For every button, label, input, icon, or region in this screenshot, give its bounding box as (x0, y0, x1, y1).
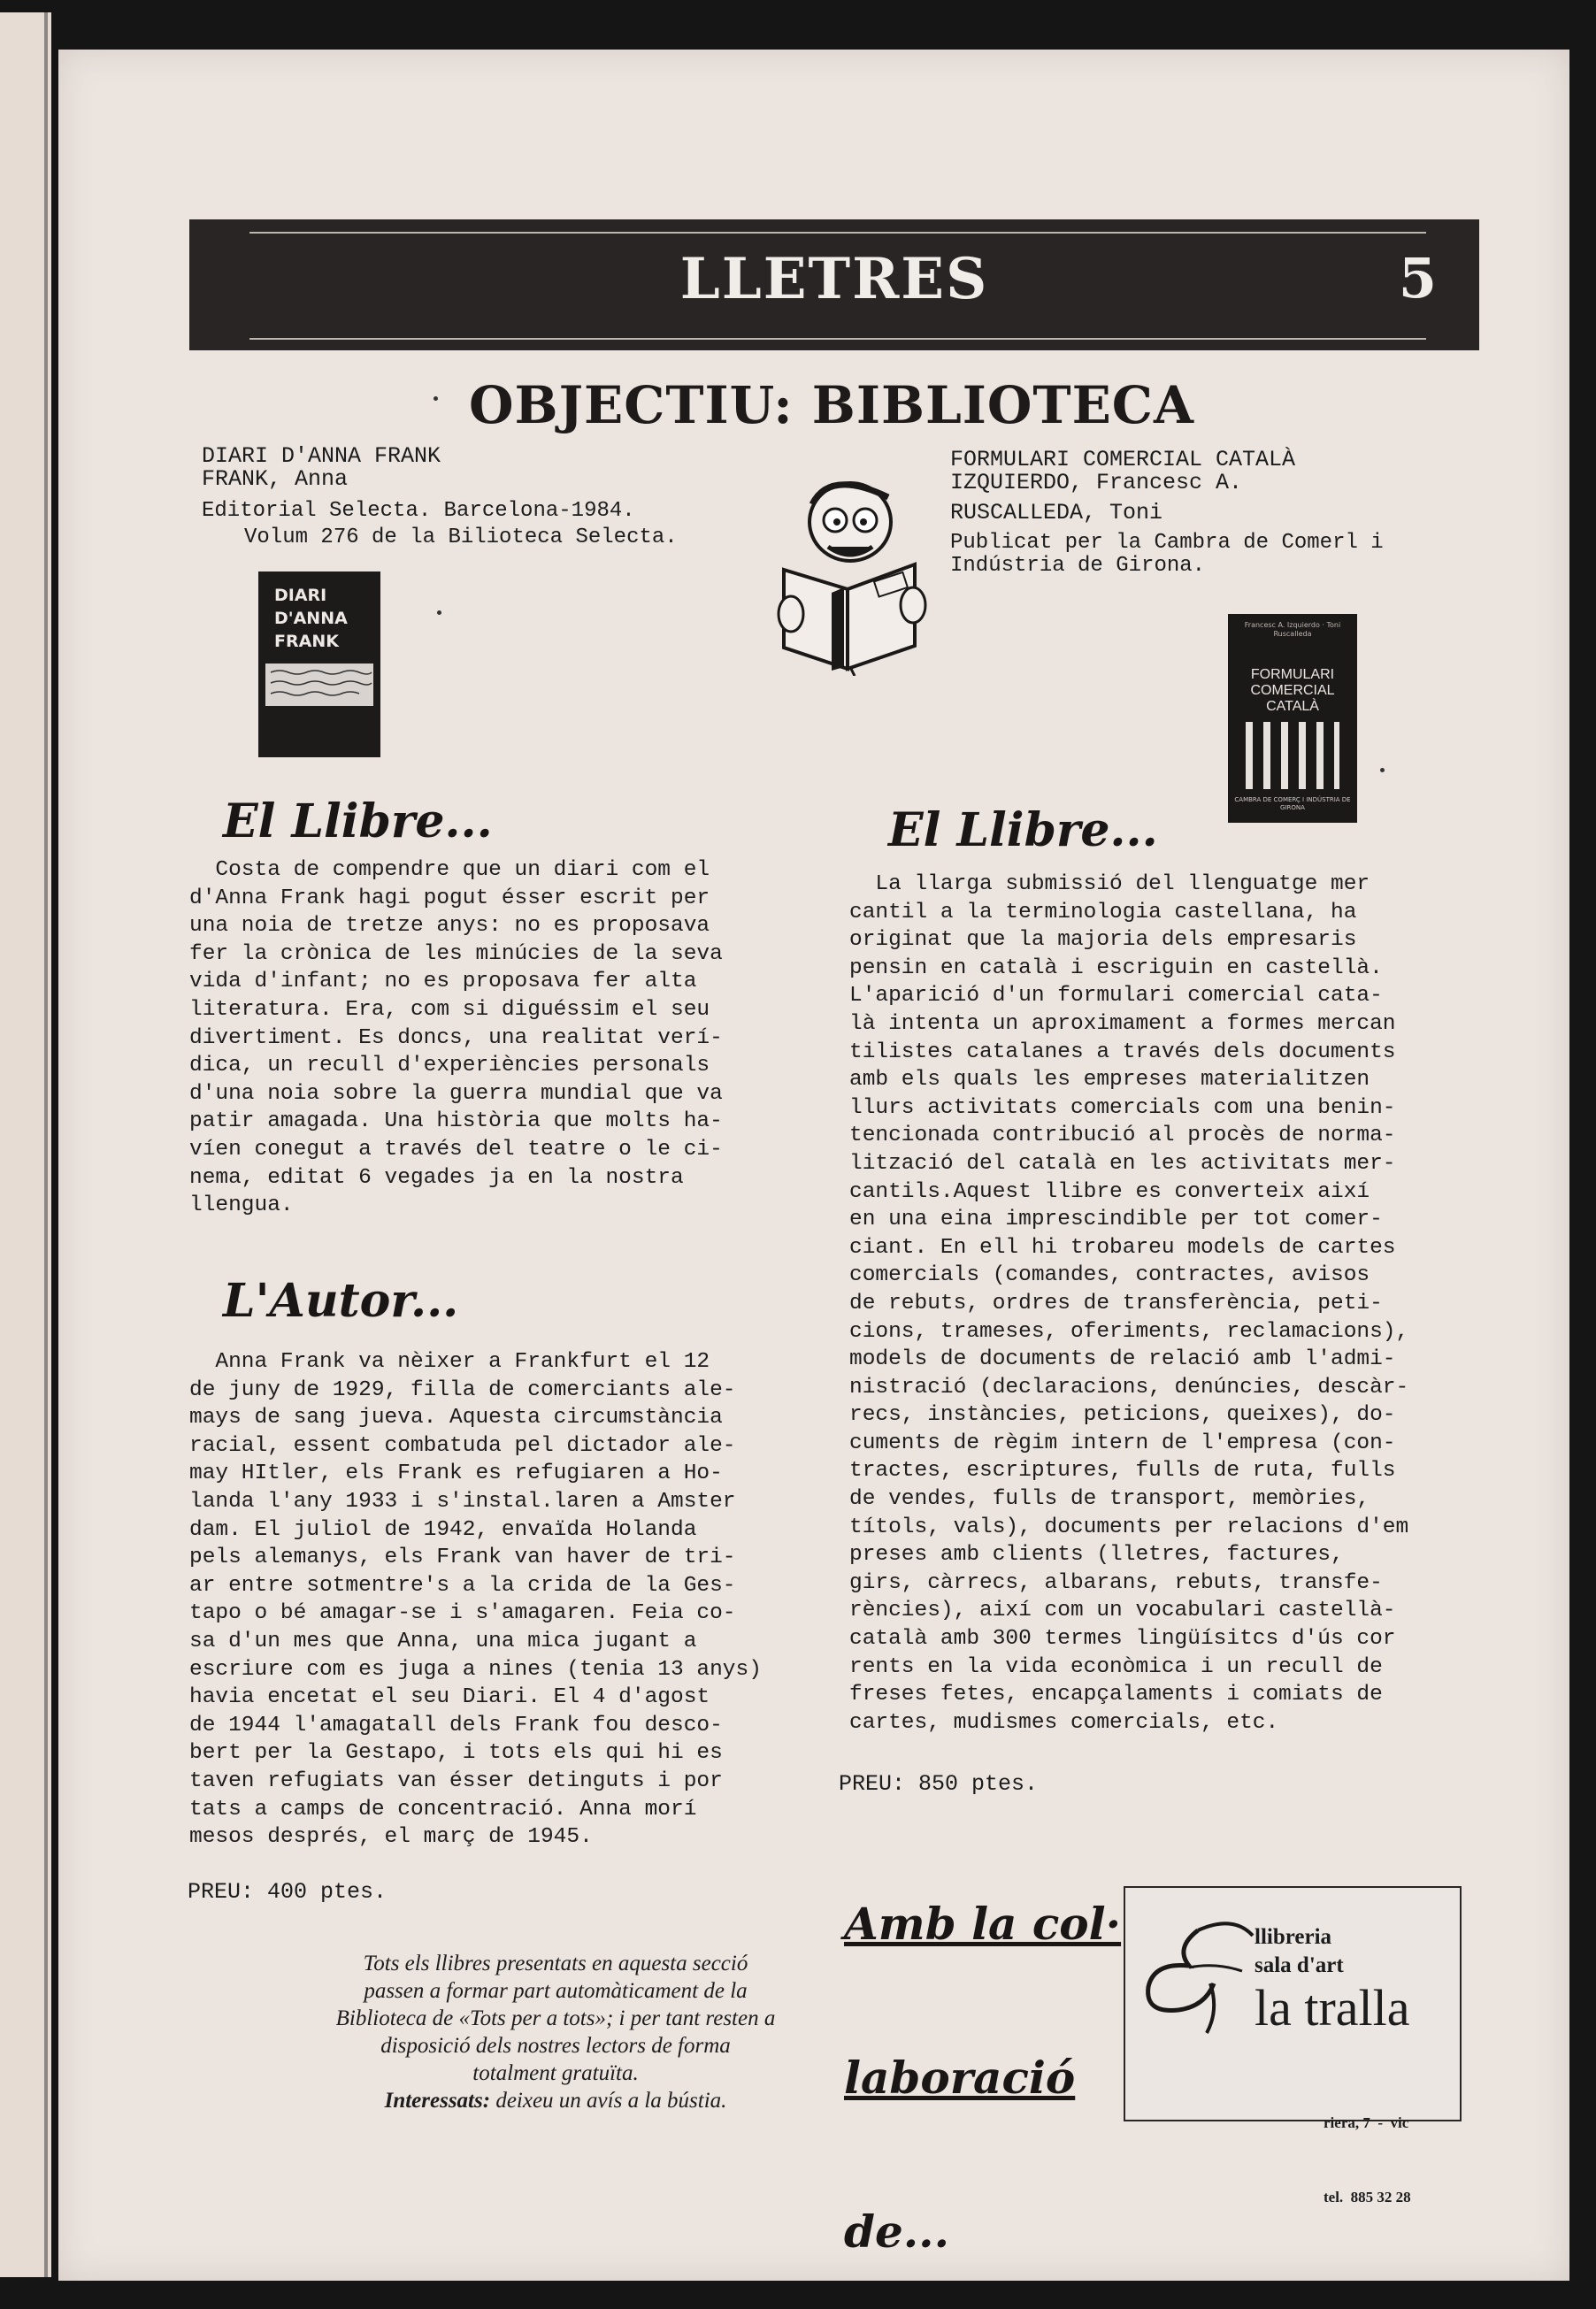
book1-price: PREU: 400 ptes. (188, 1879, 387, 1905)
page-fold (44, 12, 48, 2277)
book2-cover-authors: Francesc A. Izquierdo · Toni Ruscalleda (1244, 621, 1341, 638)
book1-cover-title (274, 584, 348, 653)
book2-cover-title (1228, 667, 1357, 715)
print-speck (434, 396, 438, 401)
print-speck (1380, 768, 1385, 772)
note-line: totalment gratuïta. (472, 2061, 639, 2085)
book1-volume: Volum 276 de la Bilioteca Selecta. (244, 525, 678, 549)
note-line: Biblioteca de «Tots per a tots»; i per tant resten a (335, 2006, 776, 2030)
book2-author2: RUSCALLEDA, Toni (950, 500, 1163, 525)
book2-title: FORMULARI COMERCIAL CATALÀ (950, 447, 1296, 472)
book1-cover (258, 571, 380, 757)
library-note (281, 1950, 830, 2114)
cover-line: FORMULARI (1250, 667, 1335, 682)
cover-line: D'ANNA (274, 609, 348, 628)
ad-line: sala d'art (1255, 1953, 1344, 1977)
book2-price: PREU: 850 ptes. (839, 1771, 1039, 1797)
book1-title: DIARI D'ANNA FRANK (202, 443, 441, 469)
section-title: OBJECTIU: BIBLIOTECA (469, 375, 1194, 435)
collab-line: Amb la col· (844, 1898, 1122, 1950)
ad-shop-name: la tralla (1255, 1979, 1410, 2037)
book1-cover-handwriting (265, 664, 373, 706)
book2-cover (1228, 614, 1357, 823)
book1-heading-book: El Llibre... (223, 794, 493, 848)
note-line (281, 2087, 830, 2114)
cover-line: CATALÀ (1266, 699, 1319, 714)
note-bold-lead: Interessats: (384, 2089, 491, 2113)
ad-contact (1324, 2061, 1411, 2259)
book2-heading-book: El Llibre... (888, 803, 1158, 857)
book1-text-author: Anna Frank va nèixer a Frankfurt el 12 de juny de 1929, filla de comerciants ale- mays de sang jueva. Aquesta circumstància racial, essent combatuda pel dictador ale- may HItler, els Frank es refugiaren a Ho- landa l'any 1933 i s'instal.laren a Amster dam. El juliol de 1942, envaïda Holanda pels alemanys, els Frank van haver de tri- ar entre sotmentre's a la crida de la Ges- tapo o bé amagar-se i s'amagaren. Feia co- sa d'un mes que Anna, una mica jugant a escriure com es juga a nines (tenia 13 anys) havia encetat el seu Diari. El 4 d'agost de 1944 l'amagatall dels Frank fou desco- bert per la Gestapo, i tots els qui hi es taven refugiats van ésser detinguts i por tats a camps de concentració. Anna morí mesos després, el març de 1945. (189, 1350, 762, 1850)
note-line: Tots els llibres presentats en aquesta secció (363, 1952, 748, 1975)
section-banner (189, 219, 1479, 350)
book2-publisher-line2: Indústria de Girona. (950, 554, 1206, 578)
book1-heading-author: L'Autor... (223, 1274, 459, 1328)
cover-line: FRANK (274, 632, 339, 651)
cover-line: DIARI (274, 586, 327, 605)
book2-cover-publisher: CAMBRA DE COMERÇ I INDÚSTRIA DE GIRONA (1234, 796, 1351, 811)
page-number: 5 (1398, 246, 1437, 311)
book1-author: FRANK, Anna (202, 466, 349, 492)
book2-text-book: La llarga submissió del llenguatge mer cantil a la terminologia castellana, ha originat que la majoria dels empresaris pensin en català i escriguin en castellà. L'aparició d'un formulari comercial cata- là intenta un aproximament a formes mercan tilistes catalanes a través dels documents amb els quals les empreses materialitzen llurs activitats comercials com una benin- tencionada contribució al procès de norma- lització del català en les activitats mer- cantils.Aquest llibre es converteix així en una eina imprescindible per tot comer- ciant. En ell hi trobareu models de cartes comercials (comandes, contractes, avisos de rebuts, ordres de transferència, peti- cions, trameses, oferiments, reclamacions), models de documents de relació amb l'admi- nistració (declaracions, denúncies, descàr- recs, instàncies, peticions, queixes), do- cuments de règim intern de l'empresa (con- tractes, escriptures, fulls de ruta, fulls de vendes, fulls de transport, memòries, títols, vals), documents per relacions d'em preses amb clients (lletres, factures, girs, càrrecs, albarans, rebuts, transfe- rències), així com un vocabulari castellà- català amb 300 termes lingüísitcs d'ús cor rents en la vida econòmica i un recull de freses fetes, encapçalaments i comiats de cartes, mudismes comercials, etc. (849, 872, 1409, 1735)
reader-illustration (766, 472, 934, 676)
cover-line: COMERCIAL (1250, 683, 1335, 698)
bookshop-ad (1124, 1886, 1462, 2205)
note-line-rest: deixeu un avís a la bústia. (490, 2089, 727, 2113)
ad-line: llibreria (1255, 1925, 1332, 1949)
banner-rule-top (249, 232, 1426, 234)
ad-text (1255, 1923, 1344, 1980)
note-line: disposició dels nostres lectors de forma (380, 2034, 731, 2058)
book1-publisher: Editorial Selecta. Barcelona-1984. (202, 499, 635, 523)
book1-text-book: Costa de compendre que un diari com el d'Anna Frank hagi pogut ésser escrit per una noia de tretze anys: no es proposava fer la crònica de les minúcies de la seva vida d'infant; no es proposava fer alta literatura. Era, com si diguéssim el seu divertiment. Es doncs, una realitat verí- dica, un recull d'experiències personals d'una noia sobre la guerra mundial que va patir amagada. Una història que molts ha- víen conegut a través del teatre o le ci- nema, editat 6 vegades ja en la nostra llengua. (189, 858, 723, 1218)
book2-cover-stripes (1246, 722, 1339, 789)
banner-rule-bottom (249, 338, 1426, 340)
collab-line: de... (844, 2205, 949, 2258)
note-line: passen a formar part automàticament de la (364, 1979, 748, 2003)
print-speck (437, 610, 441, 615)
collaboration-heading (844, 1796, 1121, 2309)
banner-section-name: LLETRES (679, 246, 989, 312)
ad-phone: tel. 885 32 28 (1324, 2189, 1411, 2205)
book2-author1: IZQUIERDO, Francesc A. (950, 470, 1243, 495)
ad-address: riera, 7 - vic (1324, 2114, 1409, 2131)
la-tralla-logo (1136, 1913, 1260, 2037)
book2-publisher-line1: Publicat per la Cambra de Comerl i (950, 531, 1384, 555)
collab-line: laboració (844, 2052, 1076, 2104)
